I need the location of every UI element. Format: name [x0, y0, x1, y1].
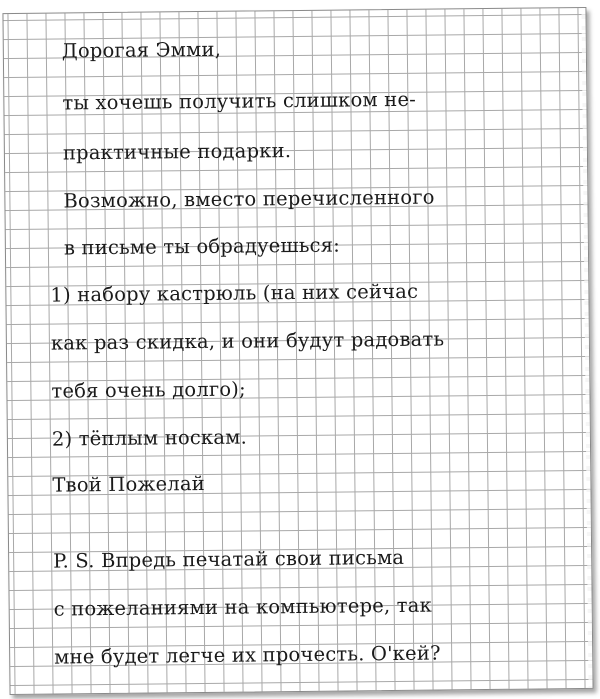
letter-line: Возможно, вместо перечисленного: [63, 185, 435, 213]
graph-paper-sheet: [2, 7, 593, 695]
letter-line-list-item: 1) набору кастрюль (на них сейчас: [50, 279, 419, 307]
letter-line-list-item: тебя очень долго);: [51, 377, 246, 403]
letter-line-list-item: 2) тёплым носкам.: [51, 425, 248, 451]
letter-line: ты хочешь получить слишком не-: [62, 87, 417, 115]
letter-signature: Твой Пожелай: [52, 471, 206, 497]
letter-line-greeting: Дорогая Эмми,: [61, 37, 222, 63]
letter-line: в письме ты обрадуешься:: [63, 233, 341, 260]
postscript-line: P. S. Впредь печатай свои письма: [53, 545, 405, 573]
letter-line-list-item: как раз скидка, и они будут радовать: [50, 327, 445, 355]
letter-line: практичные подарки.: [62, 139, 292, 165]
postscript-line: с пожеланиями на компьютере, так: [53, 593, 433, 621]
postscript-line: мне будет легче их прочесть. О'кей?: [54, 641, 441, 669]
